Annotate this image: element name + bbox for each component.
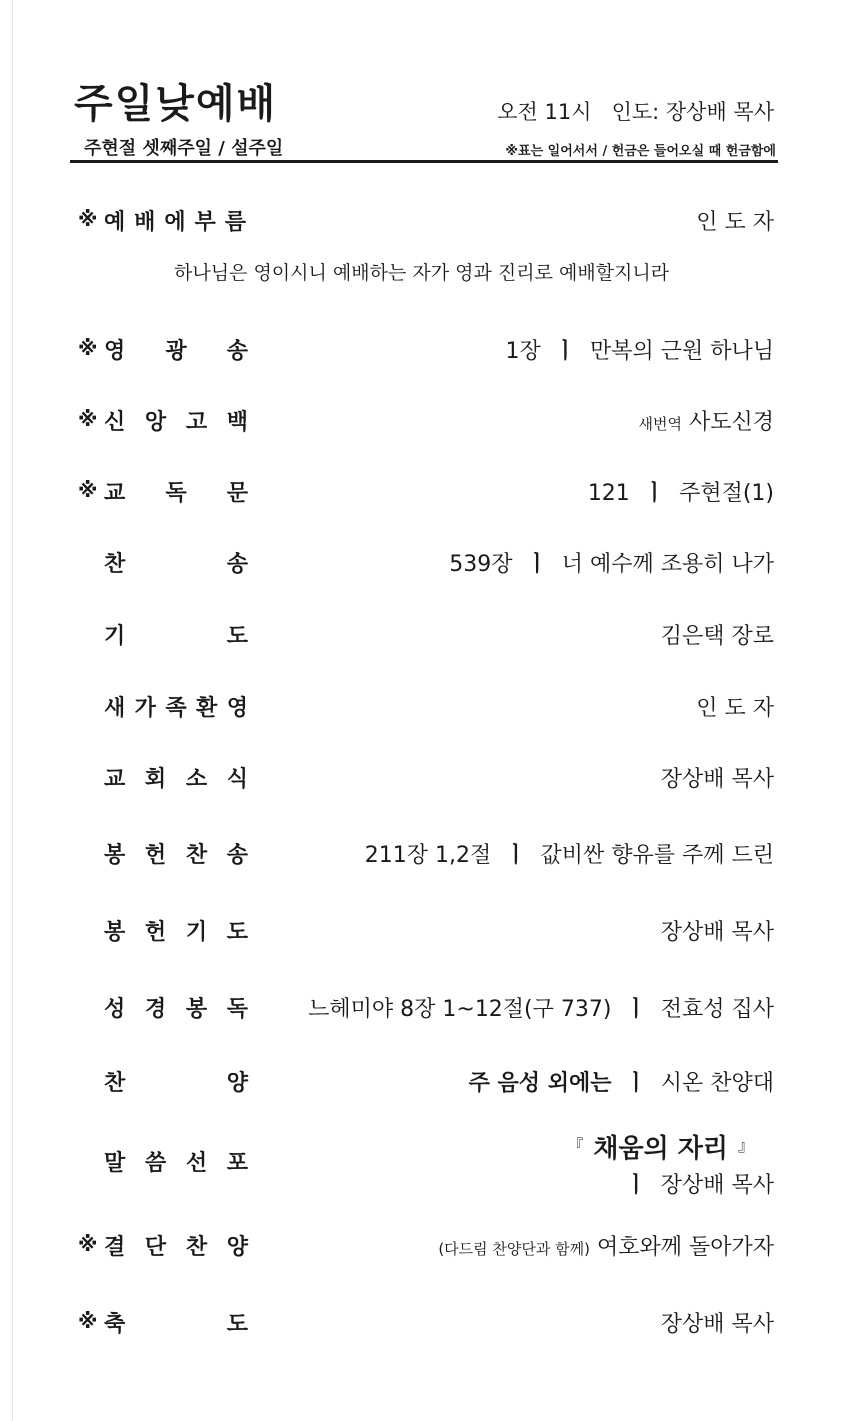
order-content: 인 도 자 [696,210,774,235]
bracket-open: 『 [567,1136,584,1155]
label-char: 헌 [144,843,167,868]
label-char: 송 [226,339,248,364]
label-char: 독 [226,997,248,1022]
order-content [505,334,774,365]
order-content: 김은택 장로 [660,624,774,649]
label-char: 기 [104,624,126,649]
label-char: 단 [144,1235,167,1260]
hymn-title: 만복의 근원 하나님 [589,339,774,364]
label-char: 봉 [185,997,208,1022]
preacher-name: 장상배 목사 [660,1173,774,1198]
order-label [104,1146,248,1177]
label-char: 경 [144,997,167,1022]
label-char: 교 [104,767,126,792]
separator: ㅣ [554,339,576,364]
order-row-offering-prayer [0,913,860,953]
label-char: 문 [226,481,248,506]
order-content: 장상배 목사 [660,920,774,945]
service-time-leader [497,96,774,126]
order-content: 인 도 자 [696,696,774,721]
label-char: 축 [104,1312,126,1337]
separator: ㅣ [625,1071,647,1096]
label-char: 봉 [104,843,126,868]
label-char: 영 [104,339,126,364]
service-time: 오전 11시 [497,100,592,124]
reading-title: 주현절(1) [679,481,774,506]
sermon-title-text: 채움의 자리 [593,1134,728,1164]
label-char: 신 [104,410,126,435]
call-to-worship-verse: 하나님은 영이시니 예배하는 자가 영과 진리로 예배할지니라 [174,262,670,284]
scripture-reference: 느헤미야 8장 1~12절(구 737) [308,997,612,1022]
label-char: 찬 [104,552,126,577]
order-row-welcome [0,689,860,729]
label-char: 광 [165,339,187,364]
choir-name: 시온 찬양대 [660,1071,774,1096]
order-label [104,1066,248,1097]
hymn-title: 값비싼 향유를 주께 드린 [540,843,774,868]
order-content [588,476,774,507]
page-subtitle: 주현절 셋째주일 / 설주일 [84,138,284,159]
label-char: 송 [226,552,248,577]
reading-number: 121 [587,481,630,506]
order-label [104,992,248,1023]
order-row-scripture [0,990,860,1030]
order-content [449,547,774,578]
header-note: ※표는 일어서서 / 헌금은 들어오실 때 헌금함에 [505,144,776,159]
hymn-title: 너 예수께 조용히 나가 [561,552,774,577]
label-char: 결 [104,1235,126,1260]
label-char: 도 [226,1312,248,1337]
label-char: 포 [226,1151,248,1176]
label-char: 고 [185,410,208,435]
stand-mark: ※ [78,478,98,502]
label-char: 에 [164,210,186,235]
order-label [104,1230,248,1261]
stand-mark: ※ [78,336,98,360]
service-leader: 인도: 장상배 목사 [611,100,774,124]
page-title: 주일낮예배 [74,81,278,127]
label-char: 가 [134,696,156,721]
order-label [104,334,248,365]
label-char: 부 [194,210,216,235]
label-char: 환 [196,696,218,721]
order-row-hymn [0,545,860,585]
stand-mark: ※ [78,407,98,431]
label-char: 말 [104,1151,126,1176]
label-char: 양 [226,1071,248,1096]
separator: ㅣ [526,552,548,577]
label-char: 소 [185,767,208,792]
order-label [104,547,248,578]
scripture-reader: 전효성 집사 [660,997,774,1022]
label-char: 족 [165,696,187,721]
label-char: 름 [224,210,246,235]
order-label [104,1307,248,1338]
label-char: 씀 [144,1151,167,1176]
label-char: 도 [226,920,248,945]
stand-mark: ※ [78,1309,98,1333]
order-row-call-to-worship [0,203,860,243]
label-char: 앙 [144,410,167,435]
order-row-creed [0,403,860,443]
label-char: 찬 [185,1235,208,1260]
hymn-number: 539장 [449,552,513,577]
label-char: 식 [226,767,248,792]
order-label [104,838,248,869]
order-content [438,1230,774,1261]
order-label [104,476,248,507]
label-char: 선 [185,1151,208,1176]
order-content [469,1066,774,1097]
hymn-number: 211장 1,2절 [364,843,492,868]
label-char: 배 [134,210,156,235]
bracket-close: 』 [737,1136,754,1155]
separator: ㅣ [625,997,647,1022]
order-row-response-song [0,1228,860,1268]
sermon-preacher [625,1168,774,1199]
order-content [639,405,775,436]
label-char: 기 [185,920,208,945]
label-char: 교 [104,481,126,506]
order-row-responsive-reading [0,474,860,514]
label-char: 성 [104,997,126,1022]
label-char: 봉 [104,920,126,945]
label-char: 도 [226,624,248,649]
order-row-offering-hymn [0,836,860,876]
order-content [308,992,774,1023]
sermon-title [557,1128,764,1165]
label-char: 새 [104,696,126,721]
label-char: 헌 [144,920,167,945]
anthem-title: 주 음성 외에는 [468,1071,612,1096]
stand-mark: ※ [78,207,98,231]
separator: ㅣ [505,843,527,868]
label-char: 회 [144,767,167,792]
label-char: 백 [226,410,248,435]
label-char: 송 [226,843,248,868]
order-label [104,405,248,436]
hymn-number: 1장 [505,339,541,364]
label-char: 양 [226,1235,248,1260]
order-row-prayer [0,617,860,657]
order-row-benediction [0,1305,860,1345]
separator: ㅣ [643,481,666,506]
order-label [104,205,246,236]
order-row-gloria [0,332,860,372]
label-char: 찬 [185,843,208,868]
label-char: 예 [104,210,126,235]
order-row-announcements [0,760,860,800]
stand-mark: ※ [78,1232,98,1256]
order-label [104,619,248,650]
order-label [104,691,248,722]
label-char: 독 [165,481,187,506]
translation-prefix: 새번역 [638,415,682,433]
song-title: 여호와께 돌아가자 [596,1235,774,1260]
label-char: 찬 [104,1071,126,1096]
order-row-anthem [0,1064,860,1104]
order-content [365,838,774,869]
order-content: 장상배 목사 [660,1312,774,1337]
song-note: (다드림 찬양단과 함께) [438,1240,590,1258]
order-label [104,915,248,946]
label-char: 영 [226,696,248,721]
order-content: 장상배 목사 [660,767,774,792]
header-divider [70,160,778,163]
order-label [104,762,248,793]
separator: ㅣ [625,1173,647,1198]
creed-title: 사도신경 [688,410,774,435]
